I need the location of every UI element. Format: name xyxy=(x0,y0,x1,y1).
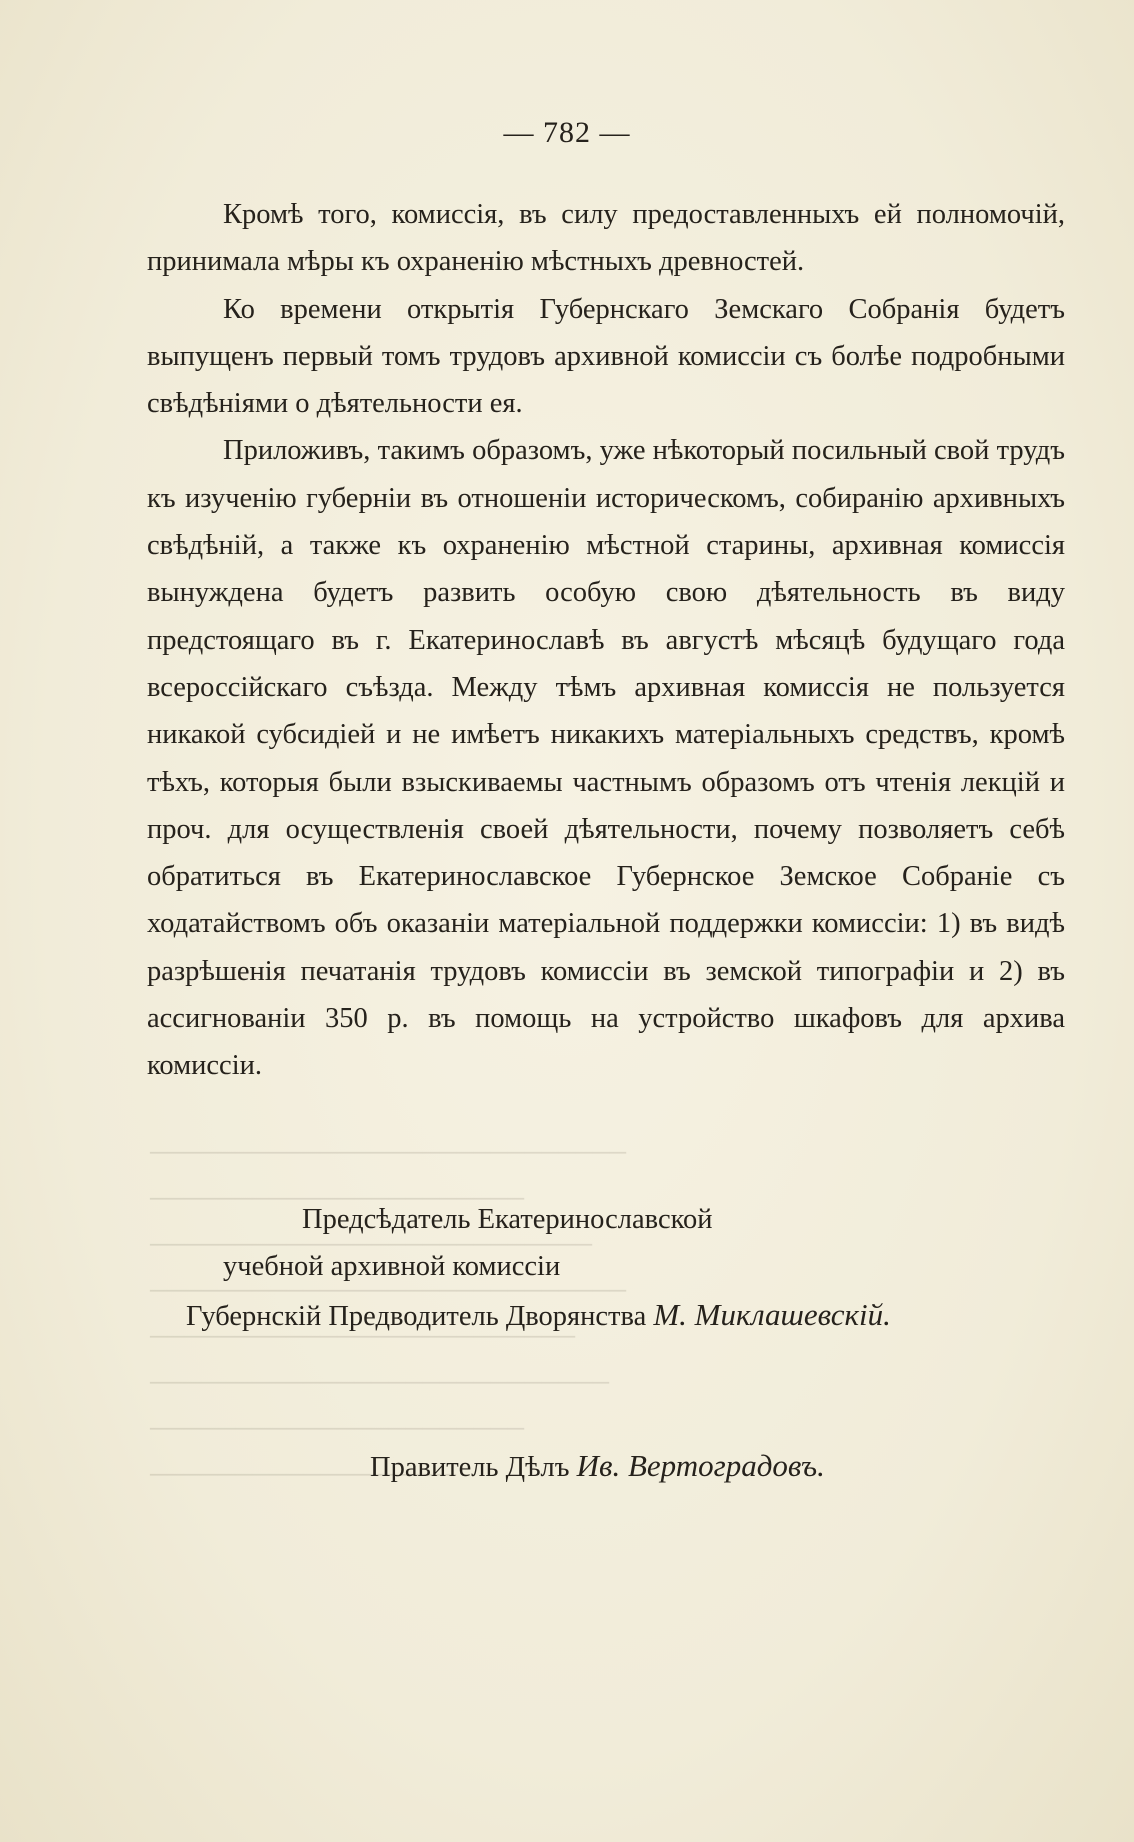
signature-chairman-line-2: учебной архивной комиссіи xyxy=(223,1251,561,1282)
signature-chairman-title: Губернскій Предводитель Дворянства xyxy=(186,1301,647,1332)
paragraph-3: Приложивъ, такимъ образомъ, уже нѣкоторый посильный свой трудъ къ изученію губерніи въ отношеніи историческомъ, собиранію архивныхъ свѣдѣній, а также къ охраненію мѣстной старины, архивная комиссія вынуждена будетъ развить особую свою дѣятельность въ виду предстоящаго въ г. Екатеринославѣ въ августѣ мѣсяцѣ будущаго года всероссійскаго съѣзда. Между тѣмъ архивная комиссія не пользуется никакой субсидіей и не имѣетъ никакихъ матеріальныхъ средствъ, кромѣ тѣхъ, которыя были взыскиваемы частнымъ образомъ отъ чтенія лекцій и проч. для осуществленія своей дѣятельности, почему позволяетъ себѣ обратиться въ Екатеринославское Губернское Земское Собраніе съ ходатайствомъ объ оказаніи матеріальной поддержки комиссіи: 1) въ видѣ разрѣшенія печатанія трудовъ комиссіи въ земской типографіи и 2) въ ассигнованіи 350 р. въ помощь на устройство шкафовъ для архива комиссіи. xyxy=(147,435,1065,1082)
bleed-through-background: ──────────────────────────── ────────────────────── ────────────────────────── ──────────────────────────── ───────────────────────── ─────────────────────────── ────────────────────── ────────────────── xyxy=(150,1140,627,1488)
signature-chairman-name: М. Миклашевскій. xyxy=(653,1297,891,1332)
signature-secretary-title: Правитель Дѣлъ xyxy=(370,1452,570,1483)
signature-secretary-line xyxy=(370,1448,825,1484)
signature-chairman-line-3 xyxy=(186,1297,891,1333)
paragraph-2: Ко времени открытія Губернскаго Земскаго Собранія будетъ выпущенъ первый томъ трудовъ архивной комиссіи съ болѣе подробными свѣдѣніями о дѣятельности ея. xyxy=(147,293,1065,420)
body-text xyxy=(147,191,1065,1090)
page-number: — 782 — xyxy=(503,116,631,149)
paragraph-1: Кромѣ того, комиссія, въ силу предоставленныхъ ей полномочій, принимала мѣры къ охраненію мѣстныхъ древностей. xyxy=(147,199,1065,278)
signature-secretary-name: Ив. Вертоградовъ. xyxy=(576,1448,825,1483)
signature-chairman-line-1: Предсѣдатель Екатеринославской xyxy=(302,1204,713,1235)
